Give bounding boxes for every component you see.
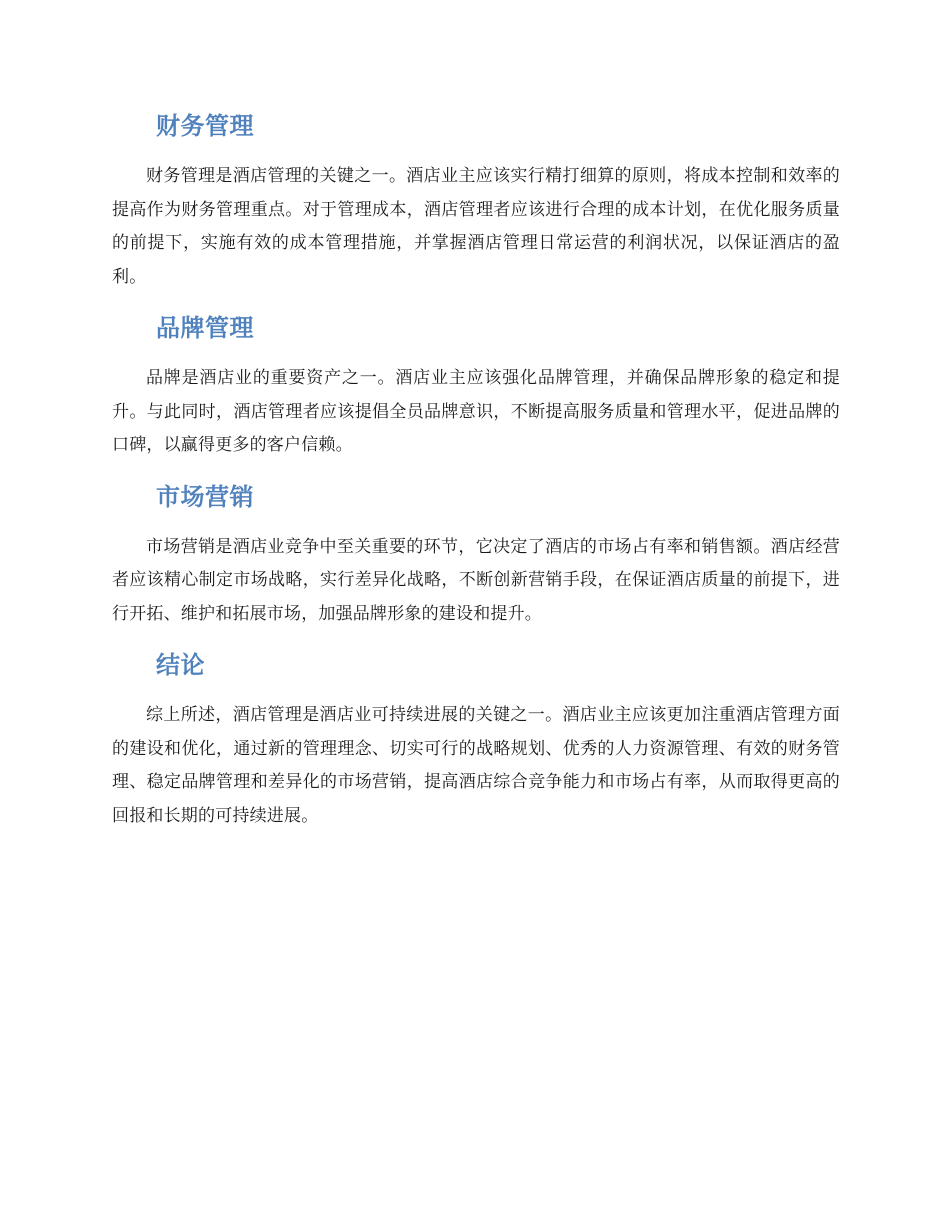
section-paragraph: 市场营销是酒店业竞争中至关重要的环节，它决定了酒店的市场占有率和销售额。酒店经营者应该精心制定市场战略，实行差异化战略，不断创新营销手段，在保证酒店质量的前提下，进行开拓、维护和拓展市场，加强品牌形象的建设和提升。 [112,536,840,624]
document-page [112,106,840,847]
section-brand [112,308,840,463]
section-heading: 财务管理 [156,112,254,140]
section-paragraph: 财务管理是酒店管理的关键之一。酒店业主应该实行精打细算的原则，将成本控制和效率的提高作为财务管理重点。对于管理成本，酒店管理者应该进行合理的成本计划，在优化服务质量的前提下，实施有效的成本管理措施，并掌握酒店管理日常运营的利润状况，以保证酒店的盈利。 [112,166,840,287]
section-heading: 品牌管理 [156,314,254,342]
section-heading: 结论 [156,651,205,679]
section-paragraph: 综上所述，酒店管理是酒店业可持续进展的关键之一。酒店业主应该更加注重酒店管理方面的建设和优化，通过新的管理理念、切实可行的战略规划、优秀的人力资源管理、有效的财务管理、稳定品牌管理和差异化的市场营销，提高酒店综合竞争能力和市场占有率，从而取得更高的回报和长期的可持续进展。 [112,705,840,826]
section-heading: 市场营销 [156,482,254,511]
section-finance [112,106,840,294]
section-conclusion [112,645,840,833]
section-marketing [112,477,840,632]
section-paragraph: 品牌是酒店业的重要资产之一。酒店业主应该强化品牌管理，并确保品牌形象的稳定和提升。与此同时，酒店管理者应该提倡全员品牌意识，不断提高服务质量和管理水平，促进品牌的口碑，以赢得更多的客户信赖。 [112,368,840,455]
